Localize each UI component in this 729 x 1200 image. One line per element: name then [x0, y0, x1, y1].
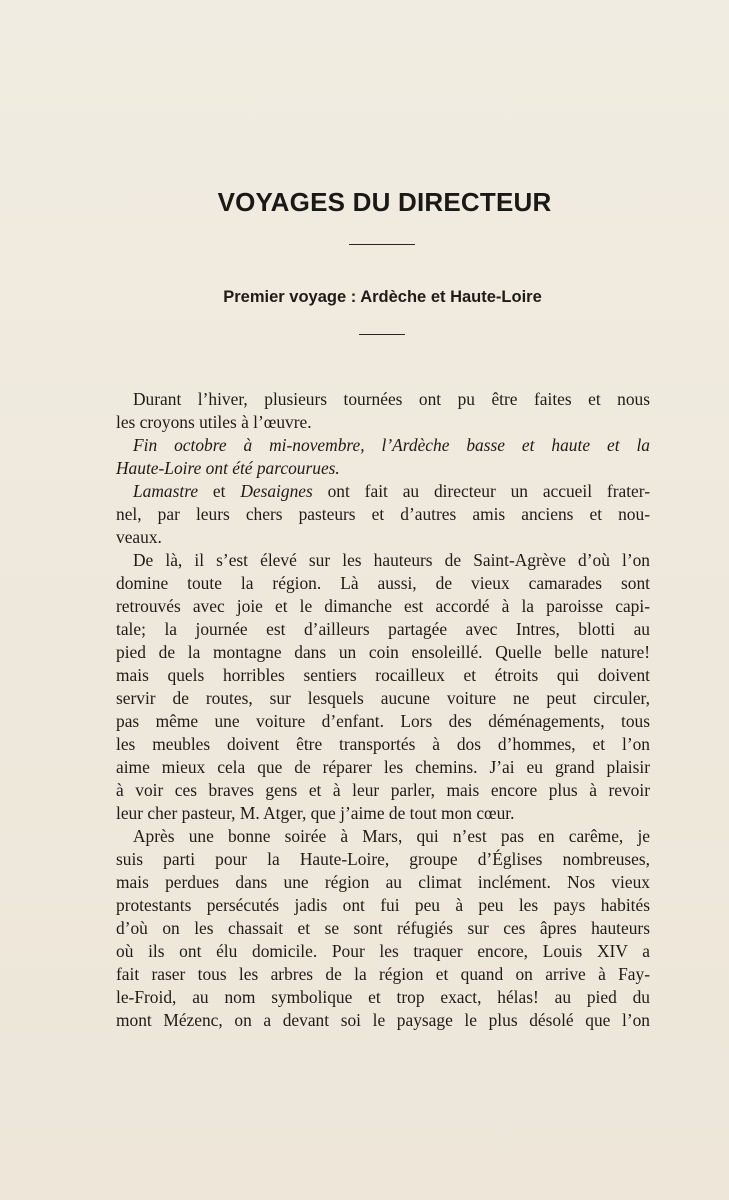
text-line: Après une bonne soirée à Mars, qui n’est pas en carême, je	[133, 826, 650, 846]
paragraph-5	[116, 825, 650, 1032]
place-name-lamastre: Lamastre	[133, 481, 199, 501]
text-line: pas même une voiture d’enfant. Lors des déménagements, tous	[116, 711, 650, 731]
title-divider	[349, 244, 415, 245]
text-line: Durant l’hiver, plusieurs tournées ont pu être faites et nous	[133, 389, 650, 409]
text-line: suis parti pour la Haute-Loire, groupe d’Églises nombreuses,	[116, 849, 650, 869]
place-name-desaignes: Desaignes	[240, 481, 313, 501]
text-line: De là, il s’est élevé sur les hauteurs de Saint-Agrève d’où l’on	[133, 550, 650, 570]
text-line: domine toute la région. Là aussi, de vieux camarades sont	[116, 573, 650, 593]
text-line: mais perdues dans une région au climat inclément. Nos vieux	[116, 872, 650, 892]
body-text	[116, 388, 650, 1032]
text-line: mont Mézenc, on a devant soi le paysage le plus désolé que l’on	[116, 1010, 650, 1030]
text-line: où ils ont élu domicile. Pour les traquer encore, Louis XIV a	[116, 941, 650, 961]
text-line: veaux.	[116, 527, 162, 547]
text-line: Lamastre et Desaignes ont fait au directeur un accueil frater-	[133, 481, 650, 501]
text-line: servir de routes, sur lesquels aucune voiture ne peut circuler,	[116, 688, 650, 708]
text-line: le-Froid, au nom symbolique et trop exact, hélas! au pied du	[116, 987, 650, 1007]
paragraph-2	[116, 434, 650, 480]
italic-text: Haute-Loire ont été parcourues.	[116, 458, 340, 478]
subtitle-divider	[359, 334, 405, 335]
chapter-title: VOYAGES DU DIRECTEUR	[217, 187, 552, 217]
text-line: à voir ces braves gens et à leur parler, mais encore plus à revoir	[116, 780, 650, 800]
text-line: retrouvés avec joie et le dimanche est accordé à la paroisse capi-	[116, 596, 650, 616]
text-line: pied de la montagne dans un coin ensoleillé. Quelle belle nature!	[116, 642, 650, 662]
text-line	[116, 457, 650, 480]
text-line: mais quels horribles sentiers rocailleux et étroits qui doivent	[116, 665, 650, 685]
paragraph-3	[116, 480, 650, 549]
paragraph-4	[116, 549, 650, 825]
section-subtitle: Premier voyage : Ardèche et Haute-Loire	[223, 288, 542, 306]
text-line	[116, 434, 650, 457]
text-line: d’où on les chassait et se sont réfugiés sur ces âpres hauteurs	[116, 918, 650, 938]
text-line: nel, par leurs chers pasteurs et d’autres amis anciens et nou-	[116, 504, 650, 524]
italic-text: Fin octobre à mi-novembre, l’Ardèche basse et haute et la	[133, 435, 650, 455]
text-line: aime mieux cela que de réparer les chemins. J’ai eu grand plaisir	[116, 757, 650, 777]
text-line: protestants persécutés jadis ont fui peu à peu les pays habités	[116, 895, 650, 915]
text-line: tale; la journée est d’ailleurs partagée avec Intres, blotti au	[116, 619, 650, 639]
paragraph-1	[116, 388, 650, 434]
text-line: fait raser tous les arbres de la région et quand on arrive à Fay-	[116, 964, 650, 984]
text-line: les croyons utiles à l’œuvre.	[116, 412, 312, 432]
text-line: les meubles doivent être transportés à dos d’hommes, et l’on	[116, 734, 650, 754]
text-line: leur cher pasteur, M. Atger, que j’aime de tout mon cœur.	[116, 803, 515, 823]
